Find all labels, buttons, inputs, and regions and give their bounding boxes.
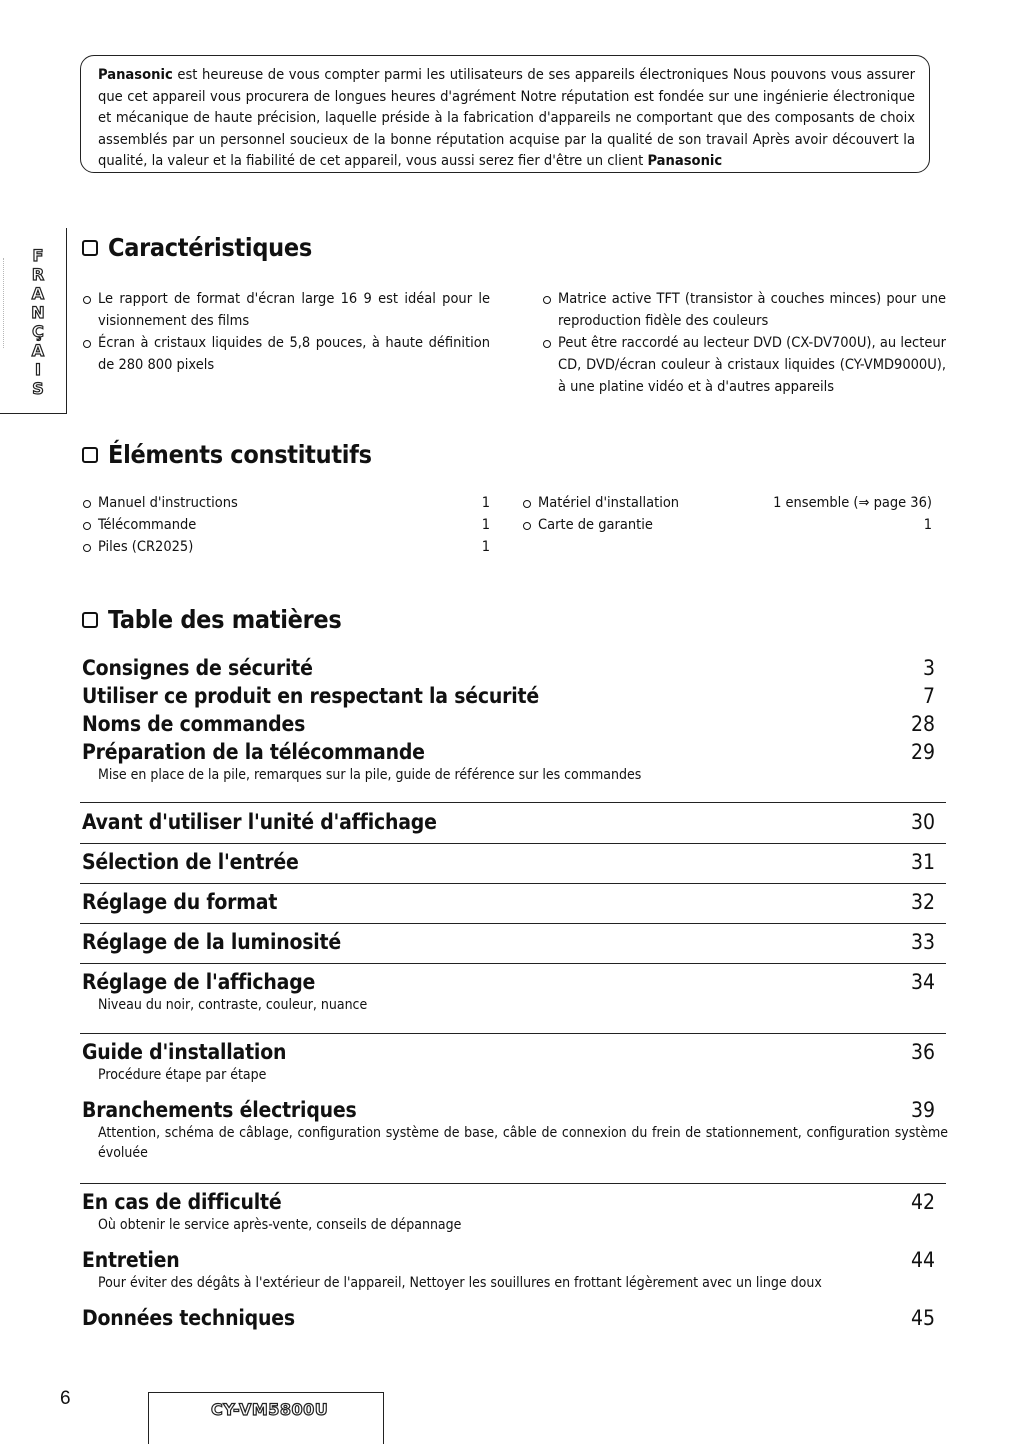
toc-page: 39 <box>910 1098 935 1122</box>
toc-entry[interactable] <box>82 890 935 914</box>
toc-title: Consignes de sécurité <box>82 656 313 680</box>
component-qty: 1 ensemble (⇒ page 36) <box>773 495 932 511</box>
checkbox-square-icon <box>82 240 98 256</box>
component-label: Carte de garantie <box>522 514 653 536</box>
list-item: Le rapport de format d'écran large 16 9 est idéal pour le visionnement des films <box>82 288 490 332</box>
toc-subtitle: Où obtenir le service après-vente, conseils de dépannage <box>98 1217 462 1233</box>
toc-title: Réglage du format <box>82 890 278 914</box>
component-label: Piles (CR2025) <box>82 536 193 558</box>
toc-heading-text: Table des matières <box>108 605 342 634</box>
component-item <box>82 492 490 514</box>
toc-entry[interactable] <box>82 970 935 1015</box>
features-list-left <box>82 288 490 376</box>
toc-heading <box>82 605 341 634</box>
components-heading-text: Éléments constitutifs <box>108 440 372 469</box>
lang-letter: N <box>31 303 45 322</box>
features-heading-text: Caractéristiques <box>108 233 312 262</box>
list-item: Écran à cristaux liquides de 5,8 pouces, à haute définition de 280 800 pixels <box>82 332 490 376</box>
component-label: Télécommande <box>82 514 196 536</box>
component-qty: 1 <box>923 517 932 533</box>
lang-letter: I <box>35 360 41 379</box>
toc-page: 44 <box>910 1248 935 1272</box>
language-tab <box>0 228 67 414</box>
component-qty: 1 <box>481 539 490 555</box>
toc-title: Guide d'installation <box>82 1040 287 1064</box>
toc-entry[interactable] <box>82 1248 935 1293</box>
list-item: Peut être raccordé au lecteur DVD (CX-DV700U), au lecteur CD, DVD/écran couleur à cristaux liquides (CY-VMD9000U), à une platine vidéo et à d'autres appareils <box>542 332 946 398</box>
toc-entry[interactable] <box>82 684 935 708</box>
lang-letter: A <box>31 341 45 360</box>
toc-page: 34 <box>910 970 935 994</box>
divider <box>80 963 946 964</box>
divider <box>80 883 946 884</box>
toc-subtitle: Attention, schéma de câblage, configuration système de base, câble de connexion du frein de stationnement, configuration système évoluée <box>98 1125 948 1161</box>
lang-letter: F <box>32 246 44 265</box>
toc-entry[interactable] <box>82 1040 935 1085</box>
component-label: Manuel d'instructions <box>82 492 238 514</box>
toc-entry[interactable] <box>82 1190 935 1235</box>
divider <box>80 802 946 803</box>
toc-page: 42 <box>910 1190 935 1214</box>
divider <box>80 1183 946 1184</box>
toc-subtitle: Procédure étape par étape <box>98 1067 267 1083</box>
lang-letter: S <box>32 379 44 398</box>
toc-entry[interactable] <box>82 712 935 736</box>
component-item <box>82 536 490 558</box>
toc-subtitle: Mise en place de la pile, remarques sur la pile, guide de référence sur les commandes <box>98 767 642 783</box>
component-label: Matériel d'installation <box>522 492 679 514</box>
language-letters <box>29 246 47 398</box>
toc-entry[interactable] <box>82 1098 948 1163</box>
toc-subtitle: Niveau du noir, contraste, couleur, nuance <box>98 997 368 1013</box>
component-item <box>522 492 932 514</box>
intro-text: est heureuse de vous compter parmi les utilisateurs de ses appareils électroniques Nous pouvons vous assurer que cet appareil vous procurera de longues heures d'agrément Notre réputation est fondée sur une ingénierie électronique et mécanique de haute précision, laquelle préside à la fabrication d'appareils ne comportant que des composants de choix assemblés par un personnel soucieux de la bonne réputation acquise par la qualité de son travail Après avoir découvert la qualité, la valeur et la fiabilité de cet appareil, vous aussi serez fier d'être un client <box>98 66 915 169</box>
toc-title: En cas de difficulté <box>82 1190 282 1214</box>
toc-page: 30 <box>910 810 935 834</box>
model-number: CY-VM5800U <box>211 1400 329 1419</box>
toc-page: 29 <box>910 740 935 764</box>
toc-title: Sélection de l'entrée <box>82 850 299 874</box>
checkbox-square-icon <box>82 447 98 463</box>
toc-entry[interactable] <box>82 930 935 954</box>
features-list-right <box>542 288 946 398</box>
toc-page: 3 <box>922 656 935 680</box>
components-heading <box>82 440 372 469</box>
toc-title: Utiliser ce produit en respectant la sécurité <box>82 684 539 708</box>
toc-page: 7 <box>922 684 935 708</box>
toc-page: 31 <box>910 850 935 874</box>
page-number: 6 <box>60 1388 71 1409</box>
component-qty: 1 <box>481 495 490 511</box>
toc-title: Préparation de la télécommande <box>82 740 425 764</box>
toc-entry[interactable] <box>82 740 935 785</box>
intro-box <box>80 55 930 173</box>
toc-title: Réglage de la luminosité <box>82 930 342 954</box>
lang-letter: A <box>31 284 45 303</box>
divider <box>80 1033 946 1034</box>
toc-page: 28 <box>910 712 935 736</box>
toc-page: 45 <box>910 1306 935 1330</box>
divider <box>80 923 946 924</box>
toc-title: Données techniques <box>82 1306 295 1330</box>
features-heading <box>82 233 312 262</box>
toc-title: Noms de commandes <box>82 712 306 736</box>
lang-letter: Ç <box>32 322 44 341</box>
toc-entry[interactable] <box>82 1306 935 1330</box>
toc-page: 36 <box>910 1040 935 1064</box>
toc-entry[interactable] <box>82 850 935 874</box>
divider <box>80 843 946 844</box>
toc-subtitle: Pour éviter des dégâts à l'extérieur de l'appareil, Nettoyer les souillures en frottant légèrement avec un linge doux <box>98 1275 822 1291</box>
toc-page: 32 <box>910 890 935 914</box>
intro-brand-end: Panasonic <box>647 152 723 169</box>
component-item <box>522 514 932 536</box>
list-item: Matrice active TFT (transistor à couches minces) pour une reproduction fidèle des couleurs <box>542 288 946 332</box>
intro-brand: Panasonic <box>98 66 173 83</box>
scan-artifact <box>3 258 30 348</box>
toc-title: Branchements électriques <box>82 1098 357 1122</box>
lang-letter: R <box>31 265 45 284</box>
component-qty: 1 <box>481 517 490 533</box>
component-item <box>82 514 490 536</box>
toc-title: Avant d'utiliser l'unité d'affichage <box>82 810 437 834</box>
toc-page: 33 <box>910 930 935 954</box>
toc-entry[interactable] <box>82 656 935 680</box>
toc-entry[interactable] <box>82 810 935 834</box>
checkbox-square-icon <box>82 612 98 628</box>
toc-title: Réglage de l'affichage <box>82 970 316 994</box>
model-box <box>148 1392 384 1444</box>
toc-title: Entretien <box>82 1248 180 1272</box>
